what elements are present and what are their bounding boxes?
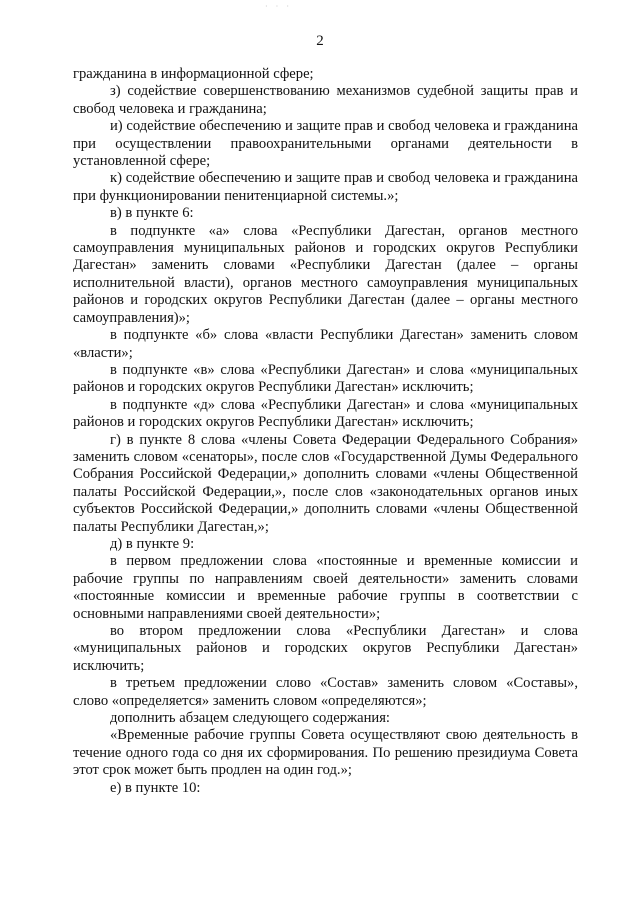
scan-specks: · · · xyxy=(265,2,292,11)
paragraph: г) в пункте 8 слова «члены Совета Федерации Федерального Собрания» заменить словом «сенаторы», после слов «Государственной Думы Федерального Собрания Российской Федерации,» дополнить словами «члены Общественной палаты Российской Федерации,», после слов «законодательных органов иных субъектов Российской Федерации,» дополнить словами «члены Общественной палаты Республики Дагестан,»; xyxy=(73,431,578,535)
paragraph: и) содействие обеспечению и защите прав и свобод человека и гражданина при осуществлении правоохранительными органами деятельности в установленной сфере; xyxy=(73,118,578,170)
paragraph: дополнить абзацем следующего содержания: xyxy=(110,710,390,727)
document-body xyxy=(73,66,578,797)
paragraph: з) содействие совершенствованию механизмов судебной защиты прав и свобод человека и гражданина; xyxy=(73,83,578,117)
paragraph: в третьем предложении слово «Состав» заменить словом «Составы», слово «определяется» заменить словом «определяются»; xyxy=(73,675,578,709)
paragraph: в подпункте «а» слова «Республики Дагестан, органов местного самоуправления муниципальных районов и городских округов Республики Дагестан» заменить словами «Республики Дагестан (далее – органы исполнительной власти), органов местного самоуправления муниципальных районов и городских округов Республики Дагестан (далее – органы местного самоуправления)»; xyxy=(73,222,578,326)
paragraph: в первом предложении слова «постоянные и временные комиссии и рабочие группы по направлениям своей деятельности» заменить словами «постоянные комиссии и временные рабочие группы в соответствии с основными направлениями своей деятельности»; xyxy=(73,553,578,622)
paragraph: гражданина в информационной сфере; xyxy=(73,66,314,82)
paragraph: в подпункте «д» слова «Республики Дагестан» и слова «муниципальных районов и городских округов Республики Дагестан» исключить; xyxy=(73,396,578,431)
page-number: 2 xyxy=(316,33,324,49)
paragraph: в) в пункте 6: xyxy=(110,205,194,222)
paragraph: «Временные рабочие группы Совета осуществляют свою деятельность в течение одного года со дня их сформирования. По решению президиума Совета этот срок может быть продлен на один год.»; xyxy=(73,727,578,779)
paragraph: к) содействие обеспечению и защите прав и свобод человека и гражданина при функционировании пенитенциарной системы.»; xyxy=(73,170,578,204)
paragraph: в подпункте «б» слова «власти Республики Дагестан» заменить словом «власти»; xyxy=(73,327,578,361)
paragraph: е) в пункте 10: xyxy=(110,779,201,796)
paragraph: во втором предложении слова «Республики Дагестан» и слова «муниципальных районов и городских округов Республики Дагестан» исключить; xyxy=(73,623,578,674)
paragraph: д) в пункте 9: xyxy=(110,535,195,552)
paragraph: в подпункте «в» слова «Республики Дагестан» и слова «муниципальных районов и городских округов Республики Дагестан» исключить; xyxy=(73,361,578,396)
